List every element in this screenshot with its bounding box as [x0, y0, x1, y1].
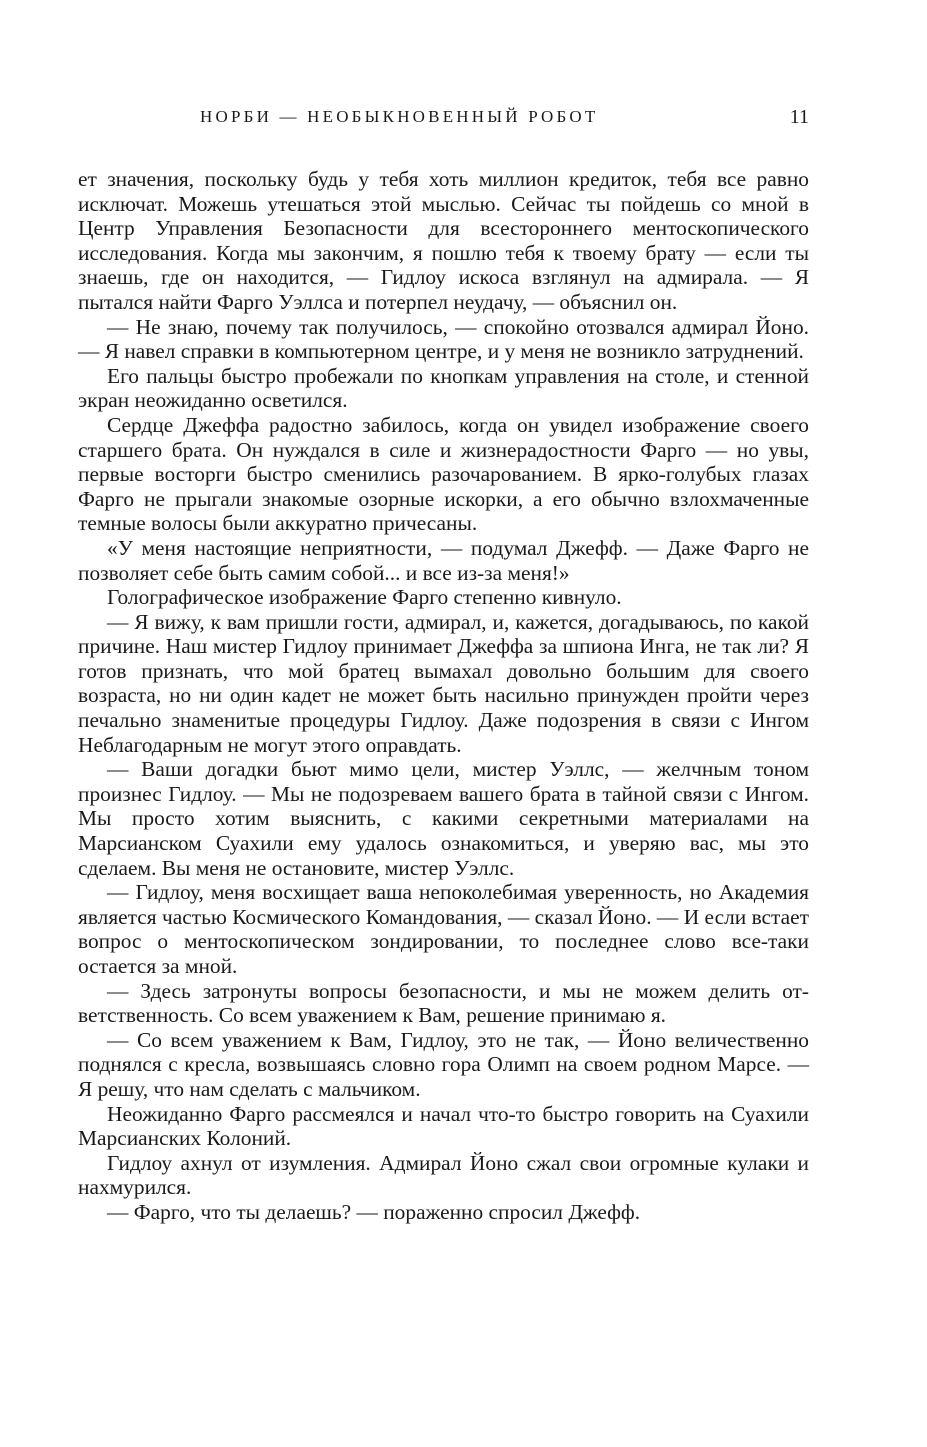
paragraph: — Со всем уважением к Вам, Гидлоу, это не так, — Йоно величественно поднялся с кресла, возвышаясь словно гора Олимп на своем родном Марсе. — Я решу, что нам сделать с мальчиком.	[78, 1027, 809, 1101]
paragraph: Голографическое изображение Фарго степенно кивнуло.	[107, 585, 622, 610]
paragraph: Сердце Джеффа радостно забилось, когда он увидел изображение своего старшего брата. Он нуждался в силе и жизнерадостности Фарго — но увы, первые восторги быстро сменились разочарованием. В ярко-голубых глазах Фарго не прыгали знакомые озорные искорки, а его обычно взлохмаченные темные волосы были аккуратно причесаны.	[78, 412, 809, 536]
paragraph: — Здесь затронуты вопросы безопасности, и мы не можем делить ответственность. Со всем уважением к Вам, решение принимаю я.	[78, 978, 809, 1028]
paragraph: ет значения, поскольку будь у тебя хоть миллион кредиток, тебя все равно исключат. Можешь утешаться этой мыслью. Сейчас ты пойдешь со мной в Центр Управления Безопасности для всестороннего ментоскопического исследования. Когда мы закончим, я пошлю тебя к твоему брату — если ты знаешь, где он находится, — Гидлоу искоса взглянул на адмирала. — Я пытался найти Фарго Уэллса и потерпел неудачу, — объяснил он.	[78, 167, 809, 314]
paragraph: — Фарго, что ты делаешь? — пораженно спросил Джефф.	[107, 1199, 641, 1224]
paragraph: Гидлоу ахнул от изумления. Адмирал Йоно сжал свои огромные кулаки и нахмурился.	[78, 1150, 809, 1200]
running-title: НОРБИ — НЕОБЫКНОВЕННЫЙ РОБОТ	[200, 107, 599, 126]
paragraph: Неожиданно Фарго рассмеялся и начал что-то быстро говорить на Суахили Марсианских Колоний.	[78, 1101, 809, 1151]
page-number: 11	[789, 106, 809, 128]
paragraph: — Гидлоу, меня восхищает ваша непоколебимая уверенность, но Академия является частью Космического Командования, — сказал Йоно. — И если встает вопрос о ментоскопическом зондировании, то последнее слово все-таки остается за мной.	[78, 880, 809, 978]
running-head	[78, 103, 809, 131]
paragraph: — Я вижу, к вам пришли гости, адмирал, и, кажется, догадываюсь, по какой причине. Наш мистер Гидлоу принимает Джеффа за шпиона Инга, не так ли? Я готов признать, что мой братец вымахал довольно большим для своего возраста, но ни один кадет не может быть насильно принужден пройти через печально знаменитые процедуры Гидлоу. Даже подозрения в связи с Ингом Неблагодарным не могут этого оправдать.	[78, 609, 809, 757]
paragraph: Его пальцы быстро пробежали по кнопкам управления на столе, и стенной экран неожиданно осветился.	[78, 363, 809, 413]
paragraph: — Не знаю, почему так получилось, — спокойно отозвался адмирал Йоно. — Я навел справки в компьютерном центре, и у меня не возникло затруднений.	[78, 314, 809, 364]
paragraph: — Ваши догадки бьют мимо цели, мистер Уэллс, — желчным тоном произнес Гидлоу. — Мы не подозреваем вашего брата в тайной связи с Ингом. Мы просто хотим выяснить, с какими секретными материалами на Марсианском Суахили ему удалось ознакомиться, и уверяю вас, мы это сделаем. Вы меня не остановите, мистер Уэллс.	[78, 757, 809, 880]
text-body	[78, 167, 809, 1225]
paragraph: «У меня настоящие неприятности, — подумал Джефф. — Даже Фарго не позволяет себе быть самим собой... и все из-за меня!»	[78, 535, 809, 585]
